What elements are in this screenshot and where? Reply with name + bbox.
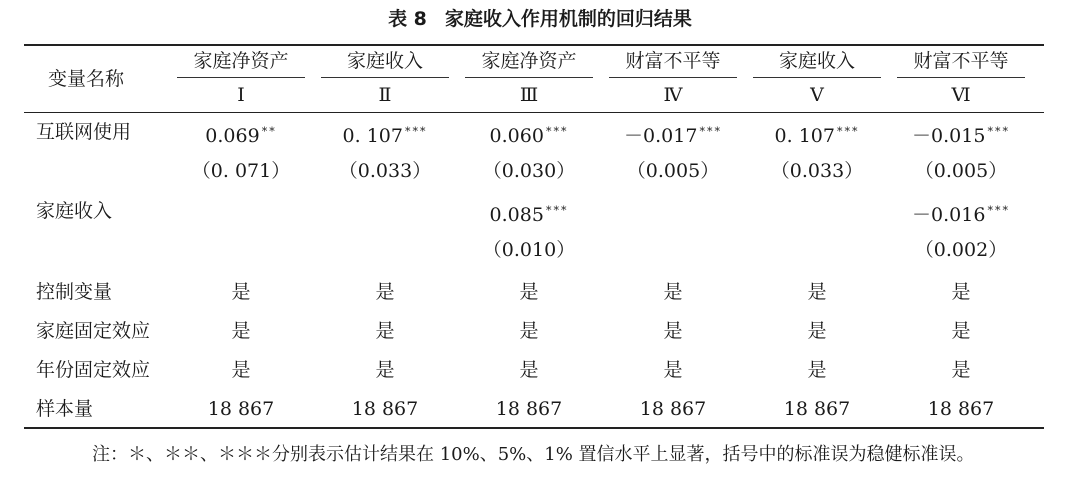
coefficient-value: 0.085 bbox=[489, 204, 544, 226]
significance-stars: *** bbox=[699, 125, 722, 138]
standard-error-cell bbox=[603, 235, 743, 265]
column-dependent-variable: 家庭收入 bbox=[346, 50, 423, 72]
coefficient-value: －0.016 bbox=[912, 204, 986, 226]
row-label: 年份固定效应 bbox=[36, 359, 151, 381]
control-cell: 18 867 bbox=[783, 398, 851, 420]
control-cell: 18 867 bbox=[495, 398, 563, 420]
coefficient-cell bbox=[747, 117, 887, 147]
standard-error-cell: （0.033） bbox=[770, 160, 864, 182]
column-model-number: Ⅲ bbox=[519, 84, 539, 106]
row-label: 家庭收入 bbox=[36, 200, 113, 222]
column-model-number: Ⅰ bbox=[237, 84, 245, 106]
control-cell: 是 bbox=[951, 359, 971, 381]
variable-name-header: 变量名称 bbox=[48, 68, 125, 90]
coefficient-cell bbox=[459, 196, 599, 226]
column-model-number: Ⅴ bbox=[810, 84, 824, 106]
coefficient-cell bbox=[603, 196, 743, 226]
control-cell: 是 bbox=[807, 359, 827, 381]
control-cell: 是 bbox=[807, 320, 827, 342]
column-dependent-variable: 家庭净资产 bbox=[193, 50, 289, 72]
row-label: 互联网使用 bbox=[36, 121, 132, 143]
bottom-rule bbox=[24, 427, 1044, 429]
control-cell: 是 bbox=[375, 320, 395, 342]
row-label: 家庭固定效应 bbox=[36, 320, 151, 342]
standard-error-cell bbox=[747, 235, 887, 265]
significance-stars: *** bbox=[987, 204, 1010, 217]
significance-stars: *** bbox=[404, 125, 428, 138]
coefficient-cell bbox=[603, 117, 743, 147]
control-cell: 是 bbox=[807, 281, 827, 303]
standard-error-cell: （0.030） bbox=[482, 160, 576, 182]
control-cell: 是 bbox=[951, 320, 971, 342]
coefficient-cell bbox=[315, 117, 455, 147]
table-caption: 家庭收入作用机制的回归结果 bbox=[444, 8, 692, 30]
control-cell: 是 bbox=[663, 359, 683, 381]
coefficient-value: 0.060 bbox=[489, 125, 544, 147]
coefficient-cell bbox=[747, 196, 887, 226]
control-cell: 是 bbox=[231, 320, 251, 342]
significance-stars: *** bbox=[836, 125, 860, 138]
table-number: 表 8 bbox=[388, 8, 427, 30]
column-header-underline bbox=[321, 77, 449, 78]
control-cell: 是 bbox=[519, 281, 539, 303]
coefficient-cell bbox=[171, 196, 311, 226]
table-title bbox=[0, 4, 1080, 34]
row-label: 控制变量 bbox=[36, 281, 113, 303]
control-cell: 是 bbox=[663, 281, 683, 303]
column-header-underline bbox=[177, 77, 305, 78]
control-cell: 是 bbox=[231, 281, 251, 303]
column-dependent-variable: 家庭收入 bbox=[778, 50, 855, 72]
significance-stars: *** bbox=[545, 125, 569, 138]
coefficient-cell bbox=[315, 196, 455, 226]
significance-stars: *** bbox=[545, 204, 569, 217]
column-dependent-variable: 财富不平等 bbox=[913, 50, 1009, 72]
column-header-underline bbox=[753, 77, 881, 78]
column-model-number: Ⅱ bbox=[378, 84, 392, 106]
control-cell: 是 bbox=[519, 359, 539, 381]
column-header-underline bbox=[465, 77, 593, 78]
control-cell: 是 bbox=[519, 320, 539, 342]
coefficient-value: －0.015 bbox=[912, 125, 986, 147]
coefficient-cell bbox=[459, 117, 599, 147]
control-cell: 18 867 bbox=[927, 398, 995, 420]
coefficient-cell bbox=[891, 196, 1031, 226]
control-cell: 18 867 bbox=[351, 398, 419, 420]
standard-error-cell bbox=[171, 235, 311, 265]
standard-error-cell: （0. 071） bbox=[191, 160, 291, 182]
control-cell: 是 bbox=[375, 281, 395, 303]
coefficient-value: －0.017 bbox=[624, 125, 698, 147]
standard-error-cell: （0.005） bbox=[914, 160, 1008, 182]
standard-error-cell: （0.005） bbox=[626, 160, 720, 182]
column-header-underline bbox=[609, 77, 737, 78]
row-label: 样本量 bbox=[36, 398, 94, 420]
standard-error-cell: （0.010） bbox=[482, 239, 576, 261]
column-model-number: Ⅳ bbox=[663, 84, 683, 106]
control-cell: 是 bbox=[231, 359, 251, 381]
standard-error-cell: （0.002） bbox=[914, 239, 1008, 261]
control-cell: 是 bbox=[663, 320, 683, 342]
standard-error-cell: （0.033） bbox=[338, 160, 432, 182]
coefficient-cell bbox=[171, 117, 311, 147]
coefficient-value: 0. 107 bbox=[774, 125, 835, 147]
control-cell: 18 867 bbox=[207, 398, 275, 420]
significance-stars: *** bbox=[987, 125, 1010, 138]
significance-stars: ** bbox=[261, 125, 277, 138]
table-note: 注：＊、＊＊、＊＊＊分别表示估计结果在 10%、5%、1% 置信水平上显著，括号中的标准误为稳健标准误。 bbox=[92, 444, 975, 465]
control-cell: 是 bbox=[375, 359, 395, 381]
coefficient-cell bbox=[891, 117, 1031, 147]
standard-error-cell bbox=[315, 235, 455, 265]
control-cell: 是 bbox=[951, 281, 971, 303]
coefficient-value: 0.069 bbox=[205, 125, 260, 147]
control-cell: 18 867 bbox=[639, 398, 707, 420]
coefficient-value: 0. 107 bbox=[342, 125, 403, 147]
column-model-number: Ⅵ bbox=[951, 84, 971, 106]
column-dependent-variable: 财富不平等 bbox=[625, 50, 721, 72]
header-rule bbox=[24, 112, 1044, 113]
column-dependent-variable: 家庭净资产 bbox=[481, 50, 577, 72]
column-header-underline bbox=[897, 77, 1025, 78]
